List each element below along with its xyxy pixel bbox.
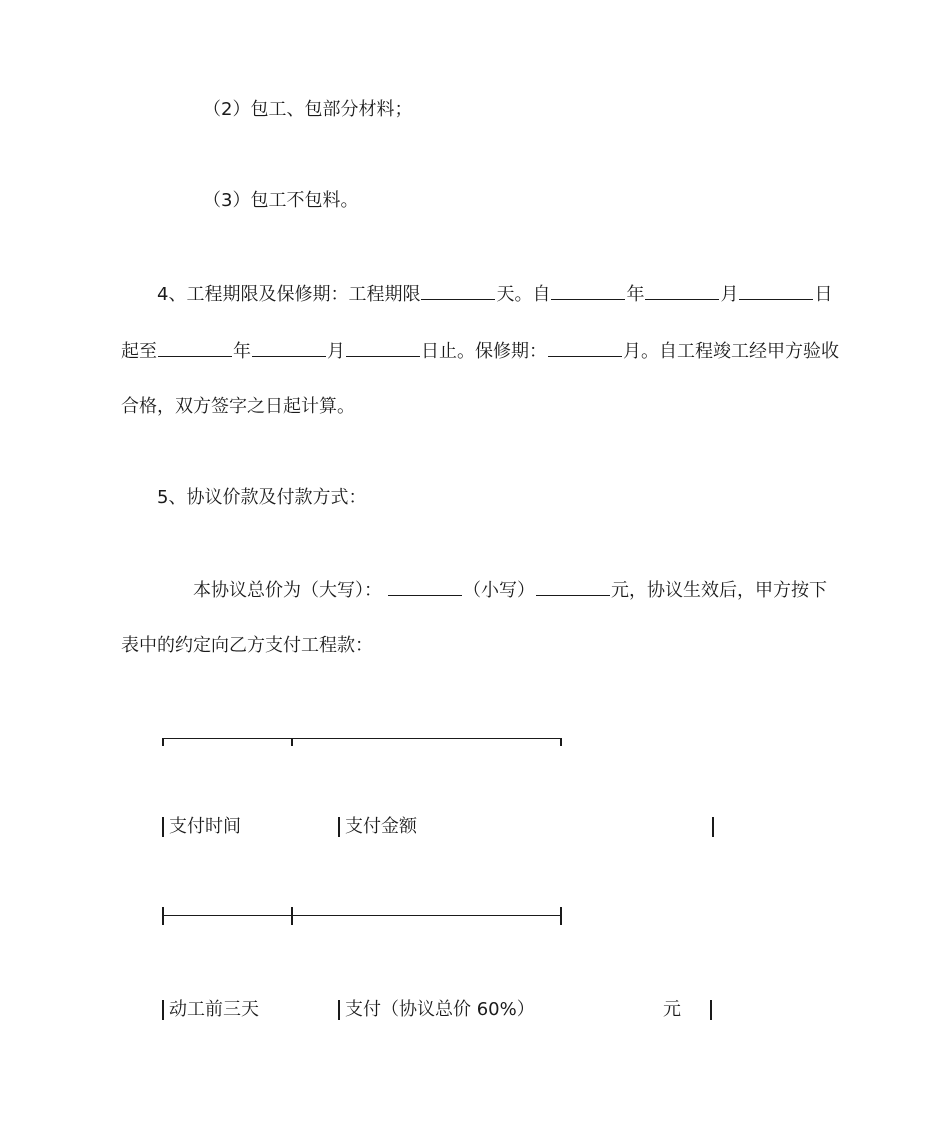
s4-text-c: 年 [626,284,645,305]
end-day-blank[interactable] [346,338,420,357]
list-item-3: （3）包工不包料。 [203,190,359,211]
warranty-months-blank[interactable] [548,338,622,357]
section-4-line-2 [121,338,839,362]
s4-text-j: 月。自工程竣工经甲方验收 [623,341,839,362]
table-border-right [710,1000,712,1020]
list-item-2: （2）包工、包部分材料； [203,99,413,120]
section-4-line-3: 合格，双方签字之日起计算。 [121,396,355,417]
table-header-col-2: 支付金额 [345,816,417,837]
s4-text-g: 年 [233,341,251,362]
s4-text-h: 月 [327,341,345,362]
section-5-paragraph-line-1 [193,577,827,601]
s5-text-b: （小写） [463,580,535,601]
table-row-1-col-1: 动工前三天 [169,999,259,1020]
s4-text-d: 月 [720,284,739,305]
table-row-1-col-2: 支付（协议总价 60%） [345,999,535,1020]
s5-text-c: 元，协议生效后，甲方按下 [611,580,827,601]
s5-text-a: 本协议总价为（大写）： [193,580,382,601]
section-5-heading: 5、协议价款及付款方式： [157,487,367,508]
table-border-left [162,817,164,837]
table-border-right [712,817,714,837]
end-month-blank[interactable] [252,338,326,357]
table-border-mid [338,817,340,837]
s4-text-i: 日止。保修期： [421,341,547,362]
s4-text-e: 日 [814,284,833,305]
total-lowercase-blank[interactable] [536,577,610,596]
start-month-blank[interactable] [645,281,719,300]
section-4-line-1 [157,281,832,305]
days-blank[interactable] [421,281,495,300]
end-year-blank[interactable] [158,338,232,357]
table-border-left [162,1000,164,1020]
section-5-paragraph-line-2: 表中的约定向乙方支付工程款： [121,635,373,656]
table-header-col-1: 支付时间 [169,816,241,837]
start-day-blank[interactable] [739,281,813,300]
table-top-rule [162,733,562,745]
s4-text-a: 4、工程期限及保修期：工程期限 [157,284,421,305]
table-middle-rule [162,910,562,922]
total-uppercase-blank[interactable] [388,577,462,596]
s4-text-f: 起至 [121,341,157,362]
start-year-blank[interactable] [551,281,625,300]
s4-text-b: 天。自 [496,284,551,305]
table-row-1-unit: 元 [663,999,681,1020]
table-border-mid [338,1000,340,1020]
